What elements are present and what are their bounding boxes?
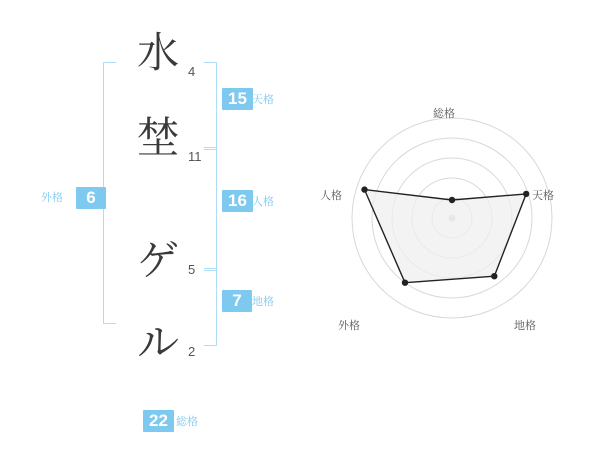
name-character-3: ゲ bbox=[136, 236, 179, 285]
outer-value-badge: 6 bbox=[76, 187, 106, 209]
name-character-4: ル bbox=[136, 318, 179, 367]
radar-axis-label-chikaku: 地格 bbox=[514, 319, 536, 332]
tenkaku-bracket bbox=[204, 62, 217, 150]
chikaku-bracket bbox=[204, 268, 217, 346]
outer-label: 外格 bbox=[41, 191, 63, 204]
stroke-count-1: 4 bbox=[188, 64, 196, 79]
radar-axis-label-jinkaku: 人格 bbox=[320, 189, 342, 202]
chikaku-label: 地格 bbox=[252, 295, 274, 308]
name-character-2: 埜 bbox=[136, 113, 179, 162]
radar-axis-label-tenkaku: 天格 bbox=[532, 189, 554, 202]
soukaku-label: 総格 bbox=[176, 415, 198, 428]
stroke-count-4: 2 bbox=[188, 344, 196, 359]
tenkaku-label: 天格 bbox=[252, 93, 274, 106]
tenkaku-value-badge: 15 bbox=[222, 88, 253, 110]
stroke-count-2: 11 bbox=[188, 149, 202, 164]
jinkaku-label: 人格 bbox=[252, 195, 274, 208]
jinkaku-value-badge: 16 bbox=[222, 190, 253, 212]
radar-axis-label-gaikaku: 外格 bbox=[338, 319, 360, 332]
jinkaku-bracket bbox=[204, 147, 217, 271]
radar-chart bbox=[320, 105, 585, 375]
name-character-1: 水 bbox=[136, 28, 179, 77]
radar-chart-svg bbox=[320, 105, 585, 335]
chikaku-value-badge: 7 bbox=[222, 290, 252, 312]
soukaku-value-badge: 22 bbox=[143, 410, 174, 432]
radar-axis-label-soukaku: 総格 bbox=[433, 107, 455, 120]
stroke-count-3: 5 bbox=[188, 262, 196, 277]
